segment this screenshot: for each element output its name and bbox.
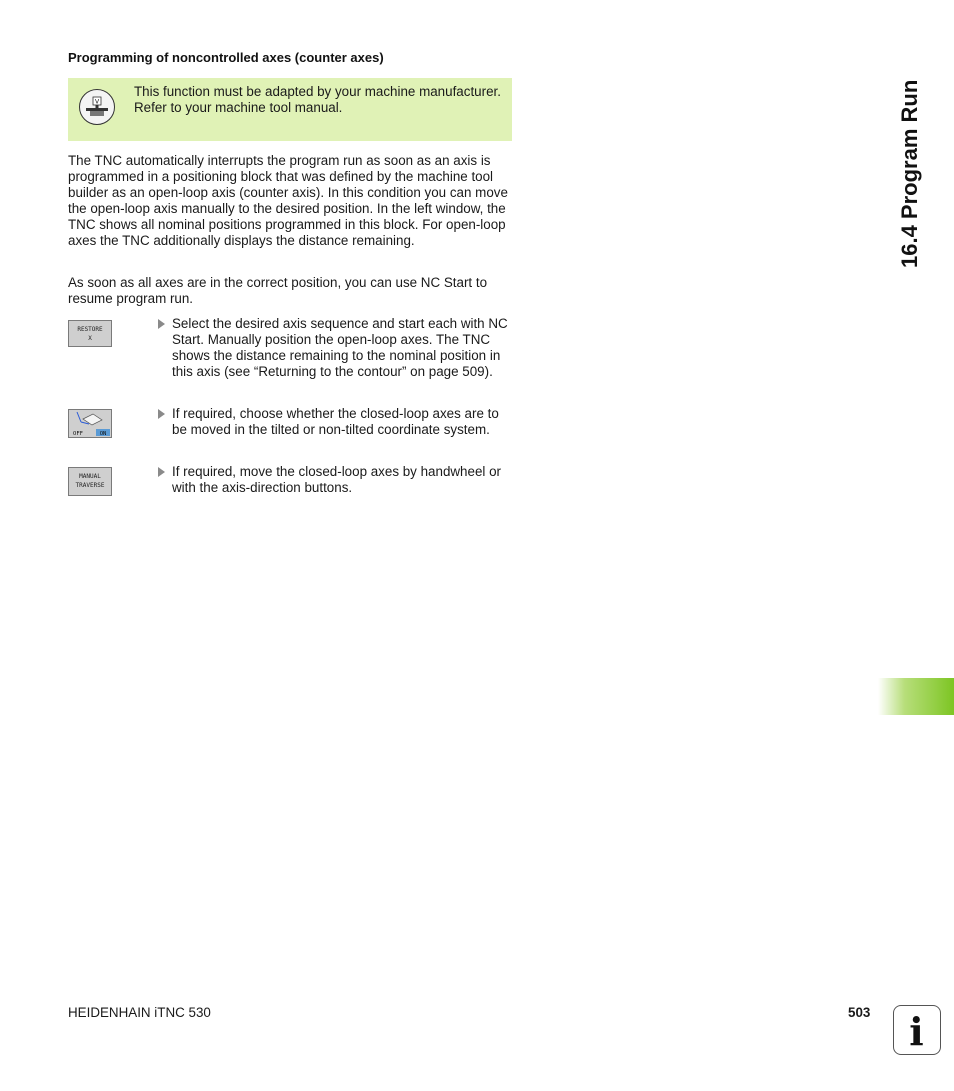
softkey-off-label: OFF [73,431,83,437]
tilted-plane-icon [77,412,102,425]
softkey-label: X [88,335,92,342]
page-number: 503 [848,1005,871,1020]
chapter-tab-marker [878,678,954,715]
step-item [158,316,513,380]
step-item [158,464,513,496]
softkey-label: TRAVERSE [75,482,105,489]
machine-manufacturer-icon [79,89,115,125]
tilted-plane-softkey[interactable] [68,409,112,438]
arrow-right-icon [158,467,165,477]
paragraph-resume: As soon as all axes are in the correct position, you can use NC Start to resume program run. [68,275,488,306]
arrow-right-icon [158,319,165,329]
softkey-label: RESTORE [77,326,103,333]
softkey-on-label: ON [99,431,107,437]
section-heading: Programming of noncontrolled axes (counter axes) [68,50,384,65]
chapter-side-title: 16.4 Program Run [897,79,922,268]
note-text: This function must be adapted by your machine manufacturer. Refer to your machine tool manual. [134,84,501,115]
note-icon-letter: V [94,98,100,106]
softkey-label: MANUAL [79,473,101,480]
info-icon [893,1005,941,1055]
arrow-right-icon [158,409,165,419]
step-text: If required, move the closed-loop axes by handwheel or with the axis-direction buttons. [172,464,502,495]
paragraph-interrupt: The TNC automatically interrupts the program run as soon as an axis is programmed in a positioning block that was defined by the machine tool builder as an open-loop axis (counter axis). In this condition you can move the open-loop axis manually to the desired position. In the left window, the TNC shows all nominal positions programmed in this block. For open-loop axes the TNC additionally displays the distance remaining. [68,153,508,248]
manufacturer-note [68,78,512,141]
step-text: Select the desired axis sequence and start each with NC Start. Manually position the open-loop axes. The TNC shows the distance remaining to the nominal position in this axis (see “Returning to the contour” on page 509). [172,316,508,379]
footer-product: HEIDENHAIN iTNC 530 [68,1005,211,1020]
step-text: If required, choose whether the closed-loop axes are to be moved in the tilted or non-tilted coordinate system. [172,406,499,437]
restore-x-softkey[interactable] [68,320,112,347]
info-letter: i [909,1009,924,1053]
manual-traverse-softkey[interactable] [68,467,112,496]
step-item [158,406,513,438]
